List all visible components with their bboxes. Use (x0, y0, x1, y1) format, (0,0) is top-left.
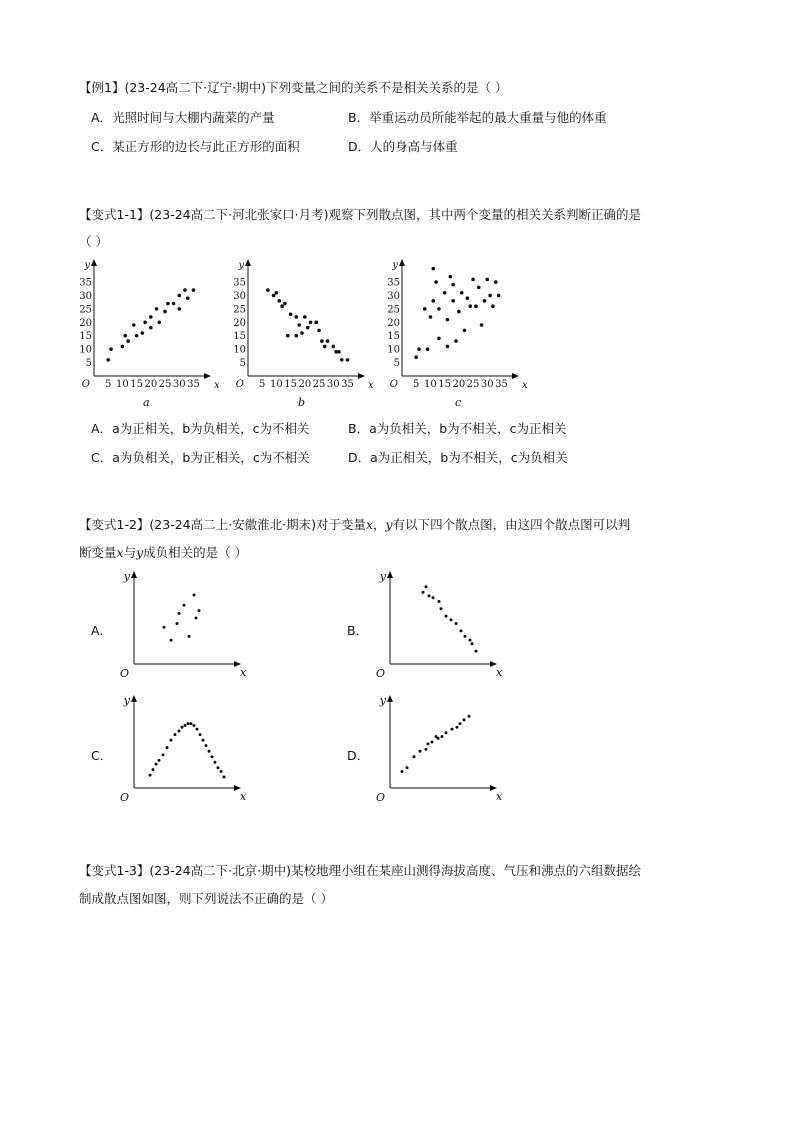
y-axis-label: y (84, 260, 90, 271)
y-tick-label: 15 (387, 331, 400, 343)
scatter-point (468, 715, 471, 718)
y-axis-arrow (387, 695, 393, 702)
q2-stem-line2: （ ） (79, 234, 108, 249)
scatter-point (286, 334, 290, 338)
scatter-point (445, 731, 448, 734)
scatter-point (196, 728, 199, 731)
x-axis-arrow (358, 373, 365, 379)
scatter-point (471, 642, 474, 645)
scatter-point (223, 775, 226, 778)
scatter-point (163, 626, 166, 629)
origin-label: O (119, 791, 129, 804)
y-axis-label: y (238, 260, 244, 271)
scatter-point (422, 591, 425, 594)
q3-option-b: B． (347, 623, 369, 638)
q2-option-b: B．a为负相关，b为不相关，c为正相关 (348, 421, 567, 436)
q3-stem-line: 【变式1-2】(23-24高二上·安徽淮北·期末)对于变量x，y有以下四个散点图，由这四个散点图可以判 (79, 517, 631, 532)
x-tick-label: 15 (130, 379, 143, 390)
x-axis-label: x (240, 790, 246, 803)
y-axis-label: y (379, 570, 386, 583)
x-tick-label: 10 (116, 379, 129, 390)
x-tick-label: 5 (413, 379, 420, 390)
y-axis-arrow (131, 695, 137, 702)
scatter-point (449, 275, 453, 279)
scatter-point (149, 774, 152, 777)
scatter-point (455, 622, 458, 625)
scatter-point (432, 596, 435, 599)
scatter-point (195, 617, 198, 620)
scatter-point (451, 299, 455, 303)
scatter-point (456, 726, 459, 729)
scatter-point (419, 750, 422, 753)
scatter-point (425, 585, 428, 588)
scatter-point (121, 345, 125, 349)
scatter-point (483, 299, 487, 303)
x-tick-label: 10 (270, 379, 283, 390)
scatter-point (280, 304, 284, 308)
y-axis-arrow (131, 571, 137, 578)
q4-tag: 【变式1-3】 (79, 863, 150, 878)
scatter-point (149, 315, 153, 319)
y-tick-label: 15 (79, 331, 92, 343)
q2-option-c: C．a为负相关，b为正相关，c为不相关 (91, 450, 310, 465)
scatter-point (474, 304, 478, 308)
scatter-point (460, 629, 463, 632)
scatter-point (429, 315, 433, 319)
x-axis-label: x (214, 380, 220, 390)
scatter-point (177, 294, 181, 298)
scatter-plot-option-b (370, 562, 502, 684)
scatter-point (427, 742, 430, 745)
x-tick-label: 35 (187, 379, 200, 390)
y-tick-label: 10 (233, 344, 246, 356)
x-tick-label: 15 (284, 379, 297, 390)
x-tick-label: 30 (326, 379, 340, 390)
x-axis-label: x (240, 666, 246, 679)
scatter-point (166, 746, 169, 749)
y-tick-label: 30 (79, 290, 92, 302)
scatter-point (199, 733, 202, 736)
y-axis-label: y (123, 570, 130, 583)
scatter-point (184, 724, 187, 727)
q4-stem-line (79, 861, 641, 879)
scatter-point (314, 321, 318, 325)
scatter-point (317, 329, 321, 333)
y-tick-label: 35 (387, 277, 400, 289)
y-axis-arrow (387, 571, 393, 578)
scatter-point (181, 726, 184, 729)
scatter-point (457, 310, 461, 314)
scatter-point (451, 728, 454, 731)
origin-label: O (235, 379, 244, 390)
scatter-point (205, 744, 208, 747)
y-tick-label: 20 (387, 317, 400, 329)
scatter-point (126, 339, 130, 343)
scatter-point (443, 291, 447, 295)
origin-label: O (375, 791, 385, 804)
q2-source: (23-24高二下·河北张家口·月考) (149, 207, 329, 222)
plot-b-label: b (298, 396, 306, 409)
scatter-point (202, 739, 205, 742)
y-tick-label: 20 (233, 317, 246, 329)
scatter-plot-a (72, 252, 222, 390)
scatter-point (491, 304, 495, 308)
q2-option-a: A．a为正相关，b为负相关，c为不相关 (91, 421, 310, 436)
scatter-point (445, 615, 448, 618)
scatter-point (340, 358, 344, 362)
x-tick-label: 30 (172, 379, 186, 390)
scatter-point (431, 741, 434, 744)
scatter-point (183, 604, 186, 607)
scatter-point (488, 294, 492, 298)
scatter-point (431, 299, 435, 303)
scatter-point (323, 345, 327, 349)
y-tick-label: 10 (79, 344, 92, 356)
y-axis-label: y (379, 694, 386, 707)
scatter-point (190, 722, 193, 725)
scatter-point (106, 358, 110, 362)
y-tick-label: 20 (79, 317, 92, 329)
scatter-point (431, 267, 435, 271)
y-axis-label: y (123, 694, 130, 707)
scatter-point (176, 622, 179, 625)
x-tick-label: 35 (495, 379, 508, 390)
scatter-point (466, 296, 470, 300)
scatter-point (309, 321, 313, 325)
scatter-point (306, 326, 310, 330)
scatter-point (158, 759, 161, 762)
y-tick-label: 5 (239, 358, 246, 370)
q3-var-x: x (365, 517, 374, 532)
scatter-point (187, 722, 190, 725)
q1-stem-line (79, 78, 507, 96)
origin-label: O (119, 667, 129, 680)
scatter-point (183, 288, 187, 292)
y-tick-label: 5 (393, 358, 400, 370)
scatter-point (149, 326, 153, 330)
scatter-point (208, 750, 211, 753)
y-axis-arrow (91, 259, 97, 266)
scatter-point (109, 347, 113, 351)
scatter-point (428, 594, 431, 597)
x-tick-label: 25 (312, 379, 326, 390)
x-tick-label: 25 (158, 379, 172, 390)
scatter-point (454, 339, 458, 343)
scatter-plot-option-d (370, 686, 502, 808)
x-axis-arrow (204, 373, 211, 379)
y-tick-label: 25 (233, 304, 246, 316)
x-tick-label: 30 (480, 379, 494, 390)
scatter-point (437, 737, 440, 740)
q4-stem-line2: 制成散点图如图，则下列说法不正确的是（ ） (79, 891, 333, 906)
scatter-point (188, 635, 191, 638)
scatter-point (166, 302, 170, 306)
q2-tag: 【变式1-1】 (79, 207, 150, 222)
scatter-point (423, 307, 427, 311)
scatter-point (471, 278, 475, 282)
scatter-plot-option-c (114, 686, 246, 808)
scatter-point (289, 312, 293, 316)
x-tick-label: 20 (144, 379, 158, 390)
scatter-point (426, 347, 430, 351)
scatter-point (141, 331, 145, 335)
scatter-point (346, 358, 350, 362)
scatter-point (297, 323, 301, 327)
scatter-point (475, 650, 478, 653)
origin-label: O (81, 379, 90, 390)
scatter-point (155, 763, 158, 766)
scatter-point (446, 318, 450, 322)
scatter-point (303, 315, 307, 319)
q2-stem: 观察下列散点图，其中两个变量的相关关系判断正确的是 (328, 207, 641, 222)
y-tick-label: 35 (79, 277, 92, 289)
y-tick-label: 25 (79, 304, 92, 316)
scatter-point (214, 761, 217, 764)
y-tick-label: 10 (387, 344, 400, 356)
scatter-point (211, 755, 214, 758)
scatter-point (468, 304, 472, 308)
q1-tag: 【例1】 (79, 80, 125, 95)
scatter-point (132, 323, 136, 327)
y-tick-label: 30 (387, 290, 400, 302)
x-axis-label: x (496, 790, 502, 803)
scatter-point (451, 283, 455, 287)
q2-stem-line (79, 205, 641, 223)
x-tick-label: 15 (438, 379, 451, 390)
scatter-point (123, 334, 127, 338)
y-tick-label: 5 (85, 358, 92, 370)
plot-a-label: a (143, 396, 150, 409)
scatter-point (143, 321, 147, 325)
scatter-point (155, 307, 159, 311)
scatter-point (275, 291, 279, 295)
q3-option-d: D． (347, 748, 370, 763)
x-tick-label: 5 (105, 379, 112, 390)
q3-source: (23-24高二上·安徽淮北·期末) (149, 517, 316, 532)
scatter-point (497, 294, 501, 298)
q3-var-y: y (385, 517, 393, 532)
q3-option-a: A． (91, 623, 113, 638)
origin-label: O (389, 379, 398, 390)
scatter-point (170, 739, 173, 742)
scatter-point (463, 718, 466, 721)
scatter-point (277, 299, 281, 303)
scatter-point (295, 315, 299, 319)
x-tick-label: 20 (298, 379, 312, 390)
x-tick-label: 20 (452, 379, 466, 390)
scatter-point (300, 331, 304, 335)
x-axis-label: x (368, 380, 374, 390)
q1-option-c: C．某正方形的边长与此正方形的面积 (91, 139, 300, 154)
scatter-point (198, 609, 201, 612)
x-axis-label: x (522, 380, 528, 390)
scatter-point (162, 753, 165, 756)
scatter-point (326, 339, 330, 343)
x-tick-label: 25 (466, 379, 480, 390)
scatter-point (414, 355, 418, 359)
scatter-point (295, 334, 299, 338)
scatter-point (217, 766, 220, 769)
scatter-point (152, 768, 155, 771)
scatter-point (413, 755, 416, 758)
scatter-point (172, 302, 176, 306)
y-axis-label: y (392, 260, 398, 271)
origin-label: O (375, 667, 385, 680)
scatter-point (170, 639, 173, 642)
scatter-point (450, 618, 453, 621)
scatter-point (178, 729, 181, 732)
q1-source: (23-24高二下·辽宁·期中) (124, 80, 266, 95)
scatter-point (283, 302, 287, 306)
scatter-point (193, 724, 196, 727)
scatter-point (193, 594, 196, 597)
q1-stem: 下列变量之间的关系不是相关关系的是（ ） (265, 80, 508, 95)
scatter-point (477, 286, 481, 290)
scatter-point (158, 321, 162, 325)
scatter-plot-b (226, 252, 376, 390)
scatter-point (266, 288, 270, 292)
scatter-point (446, 345, 450, 349)
q3-option-c: C． (91, 748, 113, 763)
scatter-point (177, 307, 181, 311)
y-axis-arrow (399, 259, 405, 266)
q3-tag: 【变式1-2】 (79, 517, 150, 532)
scatter-point (163, 310, 167, 314)
q1-option-a: A．光照时间与大棚内蔬菜的产量 (91, 110, 275, 125)
scatter-point (464, 635, 467, 638)
q4-stem: 某校地理小组在某座山测得海拔高度、气压和沸点的六组数据绘 (290, 863, 641, 878)
scatter-point (406, 766, 409, 769)
scatter-point (417, 347, 421, 351)
scatter-point (337, 350, 341, 354)
q3-stem-line2: 断变量x与y成负相关的是（ ） (79, 545, 248, 560)
scatter-point (459, 722, 462, 725)
scatter-point (460, 291, 464, 295)
scatter-point (135, 334, 139, 338)
y-tick-label: 30 (233, 290, 246, 302)
scatter-point (178, 612, 181, 615)
scatter-point (192, 288, 196, 292)
y-tick-label: 25 (387, 304, 400, 316)
scatter-point (480, 323, 484, 327)
scatter-point (174, 733, 177, 736)
y-tick-label: 15 (233, 331, 246, 343)
x-axis-arrow (512, 373, 519, 379)
y-axis-arrow (245, 259, 251, 266)
plot-c-label: c (455, 396, 462, 409)
q1-option-b: B．举重运动员所能举起的最大重量与他的体重 (348, 110, 607, 125)
x-tick-label: 35 (341, 379, 354, 390)
scatter-point (331, 345, 335, 349)
scatter-point (440, 607, 443, 610)
scatter-point (186, 296, 190, 300)
scatter-point (485, 278, 489, 282)
scatter-point (272, 294, 276, 298)
scatter-point (437, 337, 441, 341)
scatter-point (220, 770, 223, 773)
scatter-point (469, 639, 472, 642)
q2-option-d: D．a为正相关，b为不相关，c为负相关 (348, 450, 568, 465)
scatter-point (320, 339, 324, 343)
q1-option-d: D．人的身高与体重 (348, 139, 458, 154)
scatter-point (438, 600, 441, 603)
scatter-point (434, 280, 438, 284)
scatter-point (463, 329, 467, 333)
scatter-point (401, 770, 404, 773)
y-tick-label: 35 (233, 277, 246, 289)
scatter-point (494, 280, 498, 284)
scatter-point (437, 307, 441, 311)
x-axis-label: x (496, 666, 502, 679)
q4-source: (23-24高二下·北京·期中) (149, 863, 291, 878)
scatter-point (441, 735, 444, 738)
scatter-plot-c (380, 252, 530, 390)
scatter-plot-option-a (114, 562, 246, 684)
scatter-point (425, 748, 428, 751)
x-tick-label: 10 (424, 379, 437, 390)
x-tick-label: 5 (259, 379, 266, 390)
